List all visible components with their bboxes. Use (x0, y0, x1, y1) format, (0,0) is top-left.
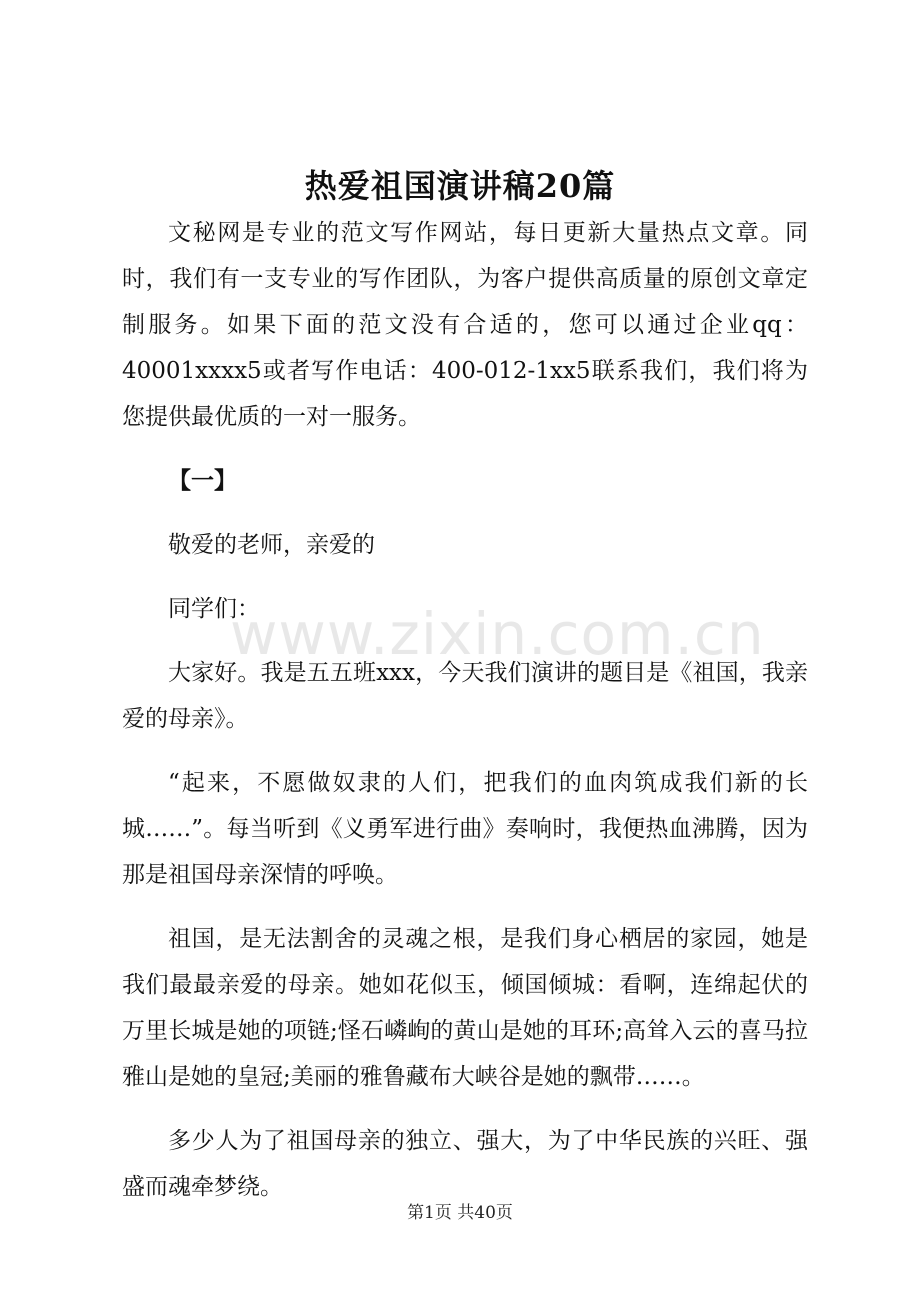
intro-paragraph: 文秘网是专业的范文写作网站，每日更新大量热点文章。同时，我们有一支专业的写作团队，为客户提供高质量的原创文章定制服务。如果下面的范文没有合适的，您可以通过企业qq：40001xxxx5或者写作电话：400-012-1xx5联系我们，我们将为您提供最优质的一对一服务。 (122, 220, 808, 430)
greeting-line-2: 同学们： (168, 596, 260, 622)
document-body (122, 210, 808, 1210)
section-heading: 【一】 (168, 467, 237, 494)
watermark: www.zixin.com.cn (230, 600, 765, 668)
page-footer: 第1页 共40页 (407, 1203, 513, 1223)
body-paragraph: 祖国，是无法割舍的灵魂之根，是我们身心栖居的家园，她是我们最最亲爱的母亲。她如花似玉，倾国倾城：看啊，连绵起伏的万里长城是她的项链;怪石嶙峋的黄山是她的耳环;高耸入云的喜马拉雅山是她的皇冠;美丽的雅鲁藏布大峡谷是她的飘带……。 (122, 926, 808, 1090)
body-paragraph: “起来，不愿做奴隶的人们，把我们的血肉筑成我们新的长城……”。每当听到《义勇军进行曲》奏响时，我便热血沸腾，因为那是祖国母亲深情的呼唤。 (122, 770, 808, 888)
body-paragraph: 多少人为了祖国母亲的独立、强大，为了中华民族的兴旺、强盛而魂牵梦绕。 (122, 1128, 808, 1200)
document-title: 热爱祖国演讲稿20篇 (304, 167, 616, 205)
greeting-line-1: 敬爱的老师，亲爱的 (168, 532, 375, 558)
body-paragraph: 大家好。我是五五班xxx，今天我们演讲的题目是《祖国，我亲爱的母亲》。 (122, 660, 808, 732)
